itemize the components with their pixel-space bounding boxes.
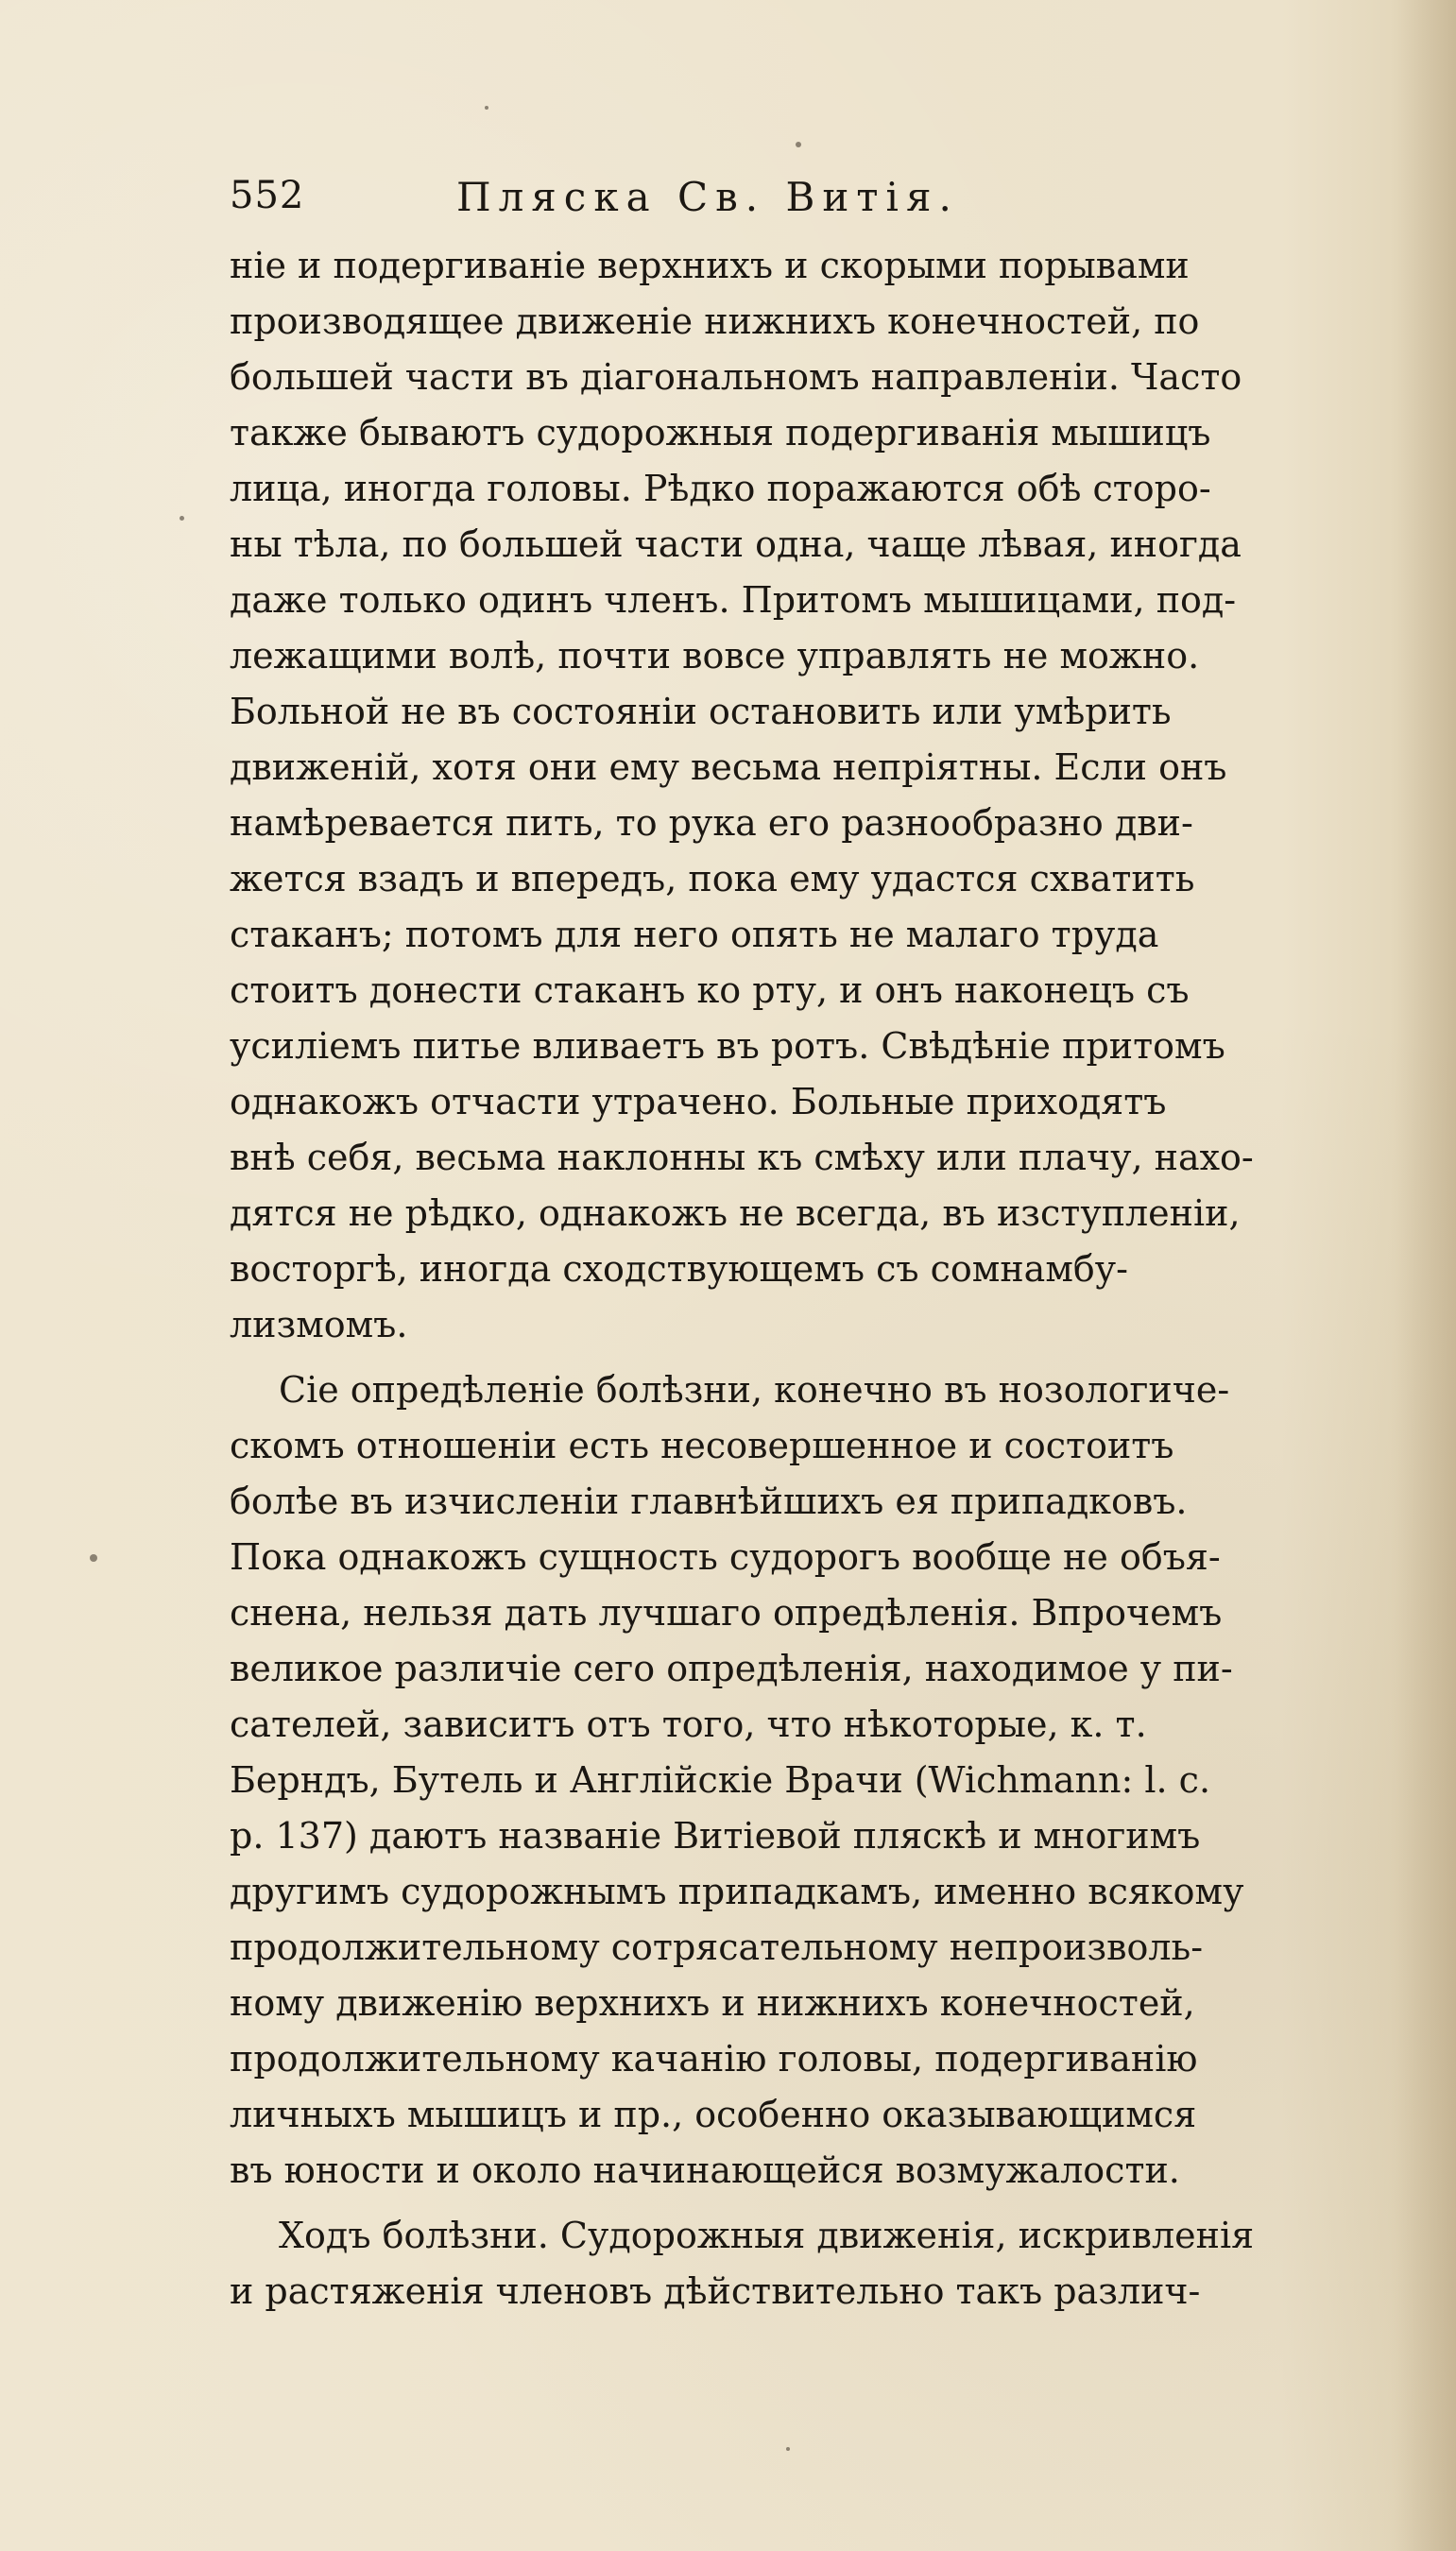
text-line: ніе и подергиваніе верхнихъ и скорыми порывами: [230, 245, 1190, 286]
text-line: другимъ судорожнымъ припадкамъ, именно всякому: [230, 1871, 1244, 1912]
text-line: жется взадъ и впередъ, пока ему удастся схватить: [230, 858, 1195, 899]
page-edge-shadow: [1390, 0, 1456, 2551]
text-line: ны тѣла, по большей части одна, чаще лѣвая, иногда: [230, 523, 1242, 565]
text-line: намѣревается пить, то рука его разнообразно дви-: [230, 802, 1193, 844]
text-line: болѣе въ изчисленіи главнѣйшихъ ея припадковъ.: [230, 1481, 1188, 1522]
text-line: личныхъ мышицъ и пр., особенно оказывающимся: [230, 2094, 1197, 2135]
text-line: продолжительному сотрясательному непроизволь-: [230, 1926, 1204, 1968]
text-line: стаканъ; потомъ для него опять не малаго труда: [230, 914, 1159, 955]
text-line: ному движенію верхнихъ и нижнихъ конечностей,: [230, 1982, 1195, 2024]
text-line: даже только одинъ членъ. Притомъ мышицами, под-: [230, 579, 1237, 621]
text-line: лица, иногда головы. Рѣдко поражаются обѣ сторо-: [230, 468, 1211, 509]
dust-speck: [786, 2447, 790, 2451]
text-line: Пока однакожъ сущность судорогъ вообще не объя-: [230, 1536, 1221, 1578]
page-number: 552: [230, 174, 305, 217]
dust-speck: [180, 516, 184, 521]
page-header: [230, 174, 1309, 240]
text-line: усиліемъ питье вливаетъ въ ротъ. Свѣдѣніе притомъ: [230, 1025, 1225, 1067]
text-line: большей части въ діагональномъ направленіи. Часто: [230, 356, 1242, 398]
text-line: также бываютъ судорожныя подергиванія мышицъ: [230, 412, 1211, 454]
text-line: внѣ себя, весьма наклонны къ смѣху или плачу, нахо-: [230, 1137, 1254, 1178]
text-line: въ юности и около начинающейся возмужалости.: [230, 2149, 1180, 2191]
paragraph-first-line: Сіе опредѣленіе болѣзни, конечно въ нозологиче-: [279, 1369, 1230, 1411]
text-line: и растяженія членовъ дѣйствительно такъ различ-: [230, 2270, 1201, 2312]
dust-speck: [90, 1554, 97, 1562]
paragraph-first-line: Ходъ болѣзни. Судорожныя движенія, искривленія: [279, 2215, 1255, 2256]
paragraph-gap: [230, 2199, 1314, 2208]
text-line: восторгѣ, иногда сходствующемъ съ сомнамбу-: [230, 1248, 1128, 1290]
running-title: Пляска Св. Витія.: [456, 174, 959, 220]
dust-speck: [485, 106, 488, 110]
text-line: Берндъ, Бутель и Англійскіе Врачи (Wichmann: l. c.: [230, 1759, 1211, 1801]
text-line: снена, нельзя дать лучшаго опредѣленія. Впрочемъ: [230, 1592, 1223, 1634]
text-line: скомъ отношеніи есть несовершенное и состоитъ: [230, 1425, 1174, 1466]
text-line: производящее движеніе нижнихъ конечностей, по: [230, 300, 1200, 342]
text-line: продолжительному качанію головы, подергиванію: [230, 2038, 1198, 2080]
text-line: однакожъ отчасти утрачено. Больные приходятъ: [230, 1081, 1167, 1122]
text-line: сателей, зависитъ отъ того, что нѣкоторые, к. т.: [230, 1704, 1147, 1745]
dust-speck: [796, 142, 801, 147]
text-line: великое различіе сего опредѣленія, находимое у пи-: [230, 1648, 1233, 1689]
paragraph-gap: [230, 1353, 1314, 1362]
text-line: Больной не въ состояніи остановить или умѣрить: [230, 691, 1172, 732]
text-line: дятся не рѣдко, однакожъ не всегда, въ изступленіи,: [230, 1192, 1241, 1234]
text-line: лизмомъ.: [230, 1304, 408, 1345]
text-line: стоитъ донести стаканъ ко рту, и онъ наконецъ съ: [230, 969, 1190, 1011]
text-line: p. 137) даютъ названіе Витіевой пляскѣ и многимъ: [230, 1815, 1201, 1857]
text-line: движеній, хотя они ему весьма непріятны. Если онъ: [230, 746, 1227, 788]
text-line: лежащими волѣ, почти вовсе управлять не можно.: [230, 635, 1200, 676]
page-body-text: [230, 238, 1314, 2320]
